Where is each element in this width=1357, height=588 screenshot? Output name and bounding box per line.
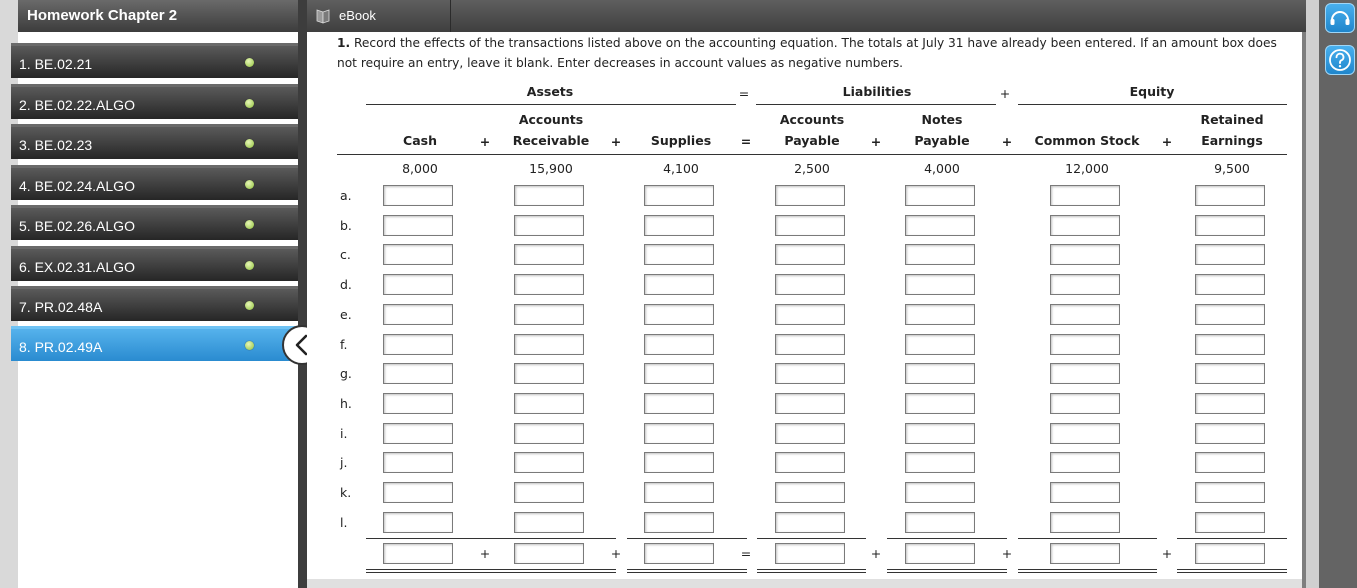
amount-input[interactable] xyxy=(905,452,975,473)
amount-input[interactable] xyxy=(1195,185,1265,206)
total-input[interactable] xyxy=(514,543,584,564)
amount-input[interactable] xyxy=(905,393,975,414)
amount-input[interactable] xyxy=(1195,274,1265,295)
amount-input[interactable] xyxy=(775,452,845,473)
amount-input[interactable] xyxy=(1195,334,1265,355)
amount-input[interactable] xyxy=(644,452,714,473)
double-rule xyxy=(627,572,747,573)
row-label: k. xyxy=(340,485,352,500)
book-icon xyxy=(316,8,330,24)
amount-input[interactable] xyxy=(1195,244,1265,265)
row-label: j. xyxy=(340,455,348,471)
sidebar-item[interactable] xyxy=(11,84,299,119)
amount-input[interactable] xyxy=(1050,482,1120,503)
amount-input[interactable] xyxy=(775,393,845,414)
header-underline xyxy=(337,154,1287,155)
sidebar-divider xyxy=(298,0,307,588)
amount-input[interactable] xyxy=(1195,215,1265,236)
amount-input[interactable] xyxy=(514,512,584,533)
total-rule-top xyxy=(627,538,747,539)
amount-input[interactable] xyxy=(1050,274,1120,295)
amount-input[interactable] xyxy=(644,185,714,206)
sidebar-item-label: 6. EX.02.31.ALGO xyxy=(19,259,135,275)
row-label: l. xyxy=(340,514,348,530)
amount-input[interactable] xyxy=(1050,244,1120,265)
amount-input[interactable] xyxy=(383,274,453,295)
column-header-line2: Common Stock xyxy=(1034,133,1140,148)
total-operator-sign: + xyxy=(479,546,491,561)
amount-input[interactable] xyxy=(1050,334,1120,355)
total-operator-sign: + xyxy=(1001,546,1013,561)
amount-input[interactable] xyxy=(905,274,975,295)
amount-input[interactable] xyxy=(775,334,845,355)
headset-icon xyxy=(1326,4,1354,32)
plus-sign: + xyxy=(999,86,1011,101)
amount-input[interactable] xyxy=(383,512,453,533)
amount-input[interactable] xyxy=(775,423,845,444)
total-rule-top xyxy=(887,538,1007,539)
sidebar-item[interactable] xyxy=(11,205,299,240)
amount-input[interactable] xyxy=(905,363,975,384)
amount-input[interactable] xyxy=(383,482,453,503)
amount-input[interactable] xyxy=(644,393,714,414)
sidebar-item-label: 3. BE.02.23 xyxy=(19,137,93,153)
amount-input[interactable] xyxy=(1195,363,1265,384)
ebook-tab[interactable] xyxy=(307,0,451,32)
total-rule-top xyxy=(366,538,505,539)
operator-sign: + xyxy=(479,134,491,149)
ebook-label: eBook xyxy=(339,8,376,23)
amount-input[interactable] xyxy=(644,423,714,444)
help-button[interactable] xyxy=(1325,45,1355,75)
completed-check-icon xyxy=(245,301,254,310)
top-toolbar xyxy=(307,0,1306,32)
row-label: f. xyxy=(340,336,348,352)
amount-input[interactable] xyxy=(1195,512,1265,533)
group-underline-equity xyxy=(1018,104,1287,105)
column-total: 9,500 xyxy=(1214,161,1250,176)
amount-input[interactable] xyxy=(514,274,584,295)
sidebar-item-label: 1. BE.02.21 xyxy=(19,56,93,72)
double-rule xyxy=(757,569,866,570)
amount-input[interactable] xyxy=(383,185,453,206)
amount-input[interactable] xyxy=(644,244,714,265)
operator-sign: = xyxy=(740,134,752,149)
amount-input[interactable] xyxy=(383,452,453,473)
amount-input[interactable] xyxy=(775,244,845,265)
equity-header: Equity xyxy=(1129,84,1175,99)
amount-input[interactable] xyxy=(905,512,975,533)
question-number: 1. xyxy=(337,36,351,50)
amount-input[interactable] xyxy=(514,452,584,473)
total-input[interactable] xyxy=(644,543,714,564)
double-rule xyxy=(1177,572,1287,573)
sidebar-item-label: 8. PR.02.49A xyxy=(19,339,103,355)
amount-input[interactable] xyxy=(775,482,845,503)
total-operator-sign: + xyxy=(1161,546,1173,561)
equals-sign: = xyxy=(738,86,750,101)
amount-input[interactable] xyxy=(1195,423,1265,444)
completed-check-icon xyxy=(245,99,254,108)
amount-input[interactable] xyxy=(775,363,845,384)
operator-sign: + xyxy=(610,134,622,149)
row-label: a. xyxy=(340,188,352,203)
column-total: 4,000 xyxy=(924,161,960,176)
amount-input[interactable] xyxy=(514,215,584,236)
completed-check-icon xyxy=(245,220,254,229)
double-rule xyxy=(1177,569,1287,570)
column-header-line1: Accounts xyxy=(779,112,845,127)
right-tools-panel xyxy=(1319,0,1357,588)
amount-input[interactable] xyxy=(383,215,453,236)
sidebar-item-label: 2. BE.02.22.ALGO xyxy=(19,97,135,113)
sidebar-item-label: 4. BE.02.24.ALGO xyxy=(19,178,135,194)
column-header-line2: Cash xyxy=(403,133,437,148)
total-rule-top xyxy=(1177,538,1287,539)
amount-input[interactable] xyxy=(905,185,975,206)
operator-sign: + xyxy=(1001,134,1013,149)
sidebar-item-label: 7. PR.02.48A xyxy=(19,299,103,315)
column-header-line2: Supplies xyxy=(650,133,712,148)
amount-input[interactable] xyxy=(905,482,975,503)
column-total: 4,100 xyxy=(663,161,699,176)
amount-input[interactable] xyxy=(905,304,975,325)
liabilities-header: Liabilities xyxy=(842,84,912,99)
amount-input[interactable] xyxy=(1050,215,1120,236)
amount-input[interactable] xyxy=(775,185,845,206)
amount-input[interactable] xyxy=(1195,393,1265,414)
amount-input[interactable] xyxy=(383,363,453,384)
sidebar-item[interactable] xyxy=(11,43,299,78)
sidebar-item[interactable] xyxy=(11,326,299,361)
row-label: c. xyxy=(340,247,351,263)
column-header-line1: Retained xyxy=(1200,112,1264,127)
completed-check-icon xyxy=(245,58,254,67)
amount-input[interactable] xyxy=(383,304,453,325)
total-rule-top xyxy=(1018,538,1157,539)
amount-input[interactable] xyxy=(644,512,714,533)
double-rule xyxy=(757,572,866,573)
amount-input[interactable] xyxy=(383,334,453,355)
column-header-line1: Notes xyxy=(921,112,963,127)
double-rule xyxy=(366,569,505,570)
total-input[interactable] xyxy=(905,543,975,564)
amount-input[interactable] xyxy=(1195,482,1265,503)
amount-input[interactable] xyxy=(1195,304,1265,325)
amount-input[interactable] xyxy=(514,363,584,384)
total-rule-top xyxy=(497,538,616,539)
amount-input[interactable] xyxy=(775,215,845,236)
amount-input[interactable] xyxy=(1050,393,1120,414)
amount-input[interactable] xyxy=(644,304,714,325)
amount-input[interactable] xyxy=(775,512,845,533)
amount-input[interactable] xyxy=(383,393,453,414)
row-label: h. xyxy=(340,395,352,411)
help-icon xyxy=(1326,46,1354,74)
horizontal-scrollbar[interactable] xyxy=(307,579,1302,588)
column-header-line2: Payable xyxy=(914,133,970,148)
double-rule xyxy=(366,572,505,573)
amount-input[interactable] xyxy=(644,482,714,503)
assignment-sidebar xyxy=(18,0,300,588)
total-operator-sign: + xyxy=(610,546,622,561)
amount-input[interactable] xyxy=(644,363,714,384)
double-rule xyxy=(497,569,616,570)
amount-input[interactable] xyxy=(514,423,584,444)
amount-input[interactable] xyxy=(905,423,975,444)
column-header-line1: Accounts xyxy=(518,112,584,127)
group-underline-assets xyxy=(366,104,736,105)
amount-input[interactable] xyxy=(644,274,714,295)
row-label: e. xyxy=(340,306,352,322)
row-label: g. xyxy=(340,366,352,382)
column-header-line2: Payable xyxy=(784,133,840,148)
amount-input[interactable] xyxy=(514,334,584,355)
row-label: b. xyxy=(340,217,352,233)
amount-input[interactable] xyxy=(1050,304,1120,325)
amount-input[interactable] xyxy=(905,334,975,355)
amount-input[interactable] xyxy=(514,393,584,414)
amount-input[interactable] xyxy=(775,304,845,325)
sidebar-item[interactable] xyxy=(11,165,299,200)
sidebar-title: Homework Chapter 2 xyxy=(18,0,300,32)
amount-input[interactable] xyxy=(1050,452,1120,473)
right-scroll-gutter xyxy=(1306,0,1319,588)
amount-input[interactable] xyxy=(514,482,584,503)
amount-input[interactable] xyxy=(905,244,975,265)
sidebar-item[interactable] xyxy=(11,246,299,281)
amount-input[interactable] xyxy=(514,185,584,206)
question-prompt xyxy=(337,33,1287,73)
total-operator-sign: + xyxy=(870,546,882,561)
total-input[interactable] xyxy=(1050,543,1120,564)
sidebar-item[interactable] xyxy=(11,286,299,321)
total-rule-top xyxy=(757,538,866,539)
support-button[interactable] xyxy=(1325,3,1355,33)
total-operator-sign: = xyxy=(740,546,752,561)
group-underline-liabilities xyxy=(756,104,996,105)
operator-sign: + xyxy=(1161,134,1173,149)
completed-check-icon xyxy=(245,341,254,350)
amount-input[interactable] xyxy=(383,423,453,444)
column-total: 12,000 xyxy=(1065,161,1109,176)
question-content xyxy=(307,32,1302,588)
amount-input[interactable] xyxy=(644,334,714,355)
completed-check-icon xyxy=(245,139,254,148)
column-header-line2: Receivable xyxy=(512,133,590,148)
total-input[interactable] xyxy=(775,543,845,564)
sidebar-item-label: 5. BE.02.26.ALGO xyxy=(19,218,135,234)
amount-input[interactable] xyxy=(1050,363,1120,384)
sidebar-item[interactable] xyxy=(11,124,299,159)
total-input[interactable] xyxy=(1195,543,1265,564)
double-rule xyxy=(627,569,747,570)
double-rule xyxy=(1018,569,1157,570)
completed-check-icon xyxy=(245,180,254,189)
amount-input[interactable] xyxy=(514,304,584,325)
amount-input[interactable] xyxy=(383,244,453,265)
column-total: 15,900 xyxy=(529,161,573,176)
operator-sign: + xyxy=(870,134,882,149)
amount-input[interactable] xyxy=(1050,512,1120,533)
double-rule xyxy=(497,572,616,573)
double-rule xyxy=(887,569,1007,570)
amount-input[interactable] xyxy=(514,244,584,265)
double-rule xyxy=(1018,572,1157,573)
completed-check-icon xyxy=(245,261,254,270)
question-text: Record the effects of the transactions listed above on the accounting equation. The totals at July 31 have already been entered. If an amount box does not require an entry, leave it blank. Enter decreases in account values as negative numbers. xyxy=(337,36,1277,70)
assets-header: Assets xyxy=(526,84,574,99)
column-total: 8,000 xyxy=(402,161,438,176)
amount-input[interactable] xyxy=(905,215,975,236)
amount-input[interactable] xyxy=(1050,423,1120,444)
amount-input[interactable] xyxy=(1050,185,1120,206)
total-input[interactable] xyxy=(383,543,453,564)
row-label: i. xyxy=(340,425,348,441)
amount-input[interactable] xyxy=(775,274,845,295)
amount-input[interactable] xyxy=(644,215,714,236)
column-header-line2: Earnings xyxy=(1201,133,1263,148)
row-label: d. xyxy=(340,277,352,293)
column-total: 2,500 xyxy=(794,161,830,176)
double-rule xyxy=(887,572,1007,573)
amount-input[interactable] xyxy=(1195,452,1265,473)
